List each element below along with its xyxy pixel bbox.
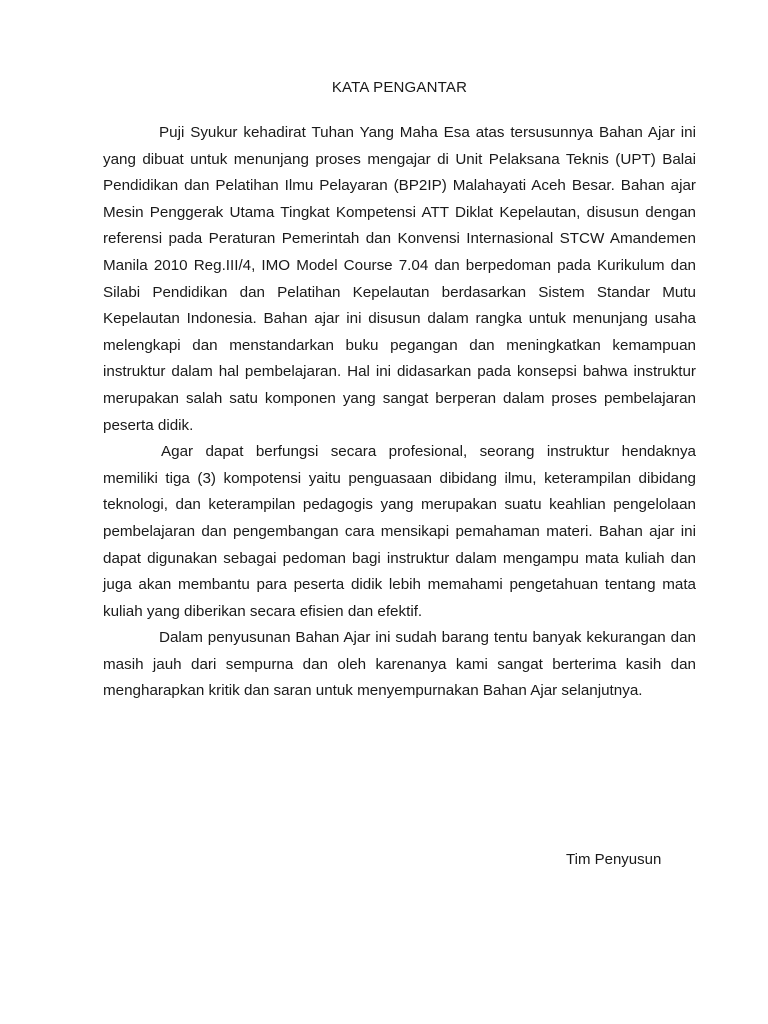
paragraph-1: Puji Syukur kehadirat Tuhan Yang Maha Esa atas tersusunnya Bahan Ajar ini yang dibuat untuk menunjang proses mengajar di Unit Pelaksana Teknis (UPT) Balai Pendidikan dan Pelatihan Ilmu Pelayaran (BP2IP) Malahayati Aceh Besar. Bahan ajar Mesin Penggerak Utama Tingkat Kompetensi ATT Diklat Kepelautan, disusun dengan referensi pada Peraturan Pemerintah dan Konvensi Internasional STCW Amandemen Manila 2010 Reg.III/4, IMO Model Course 7.04 dan berpedoman pada Kurikulum dan Silabi Pendidikan dan Pelatihan Kepelautan berdasarkan Sistem Standar Mutu Kepelautan Indonesia. Bahan ajar ini disusun dalam rangka untuk menunjang usaha melengkapi dan menstandarkan buku pegangan dan meningkatkan kemampuan instruktur dalam hal pembelajaran. Hal ini didasarkan pada konsepsi bahwa instruktur merupakan salah satu komponen yang sangat berperan dalam proses pembelajaran peserta didik. (103, 124, 696, 434)
signature: Tim Penyusun (566, 851, 662, 868)
paragraph-2: Agar dapat berfungsi secara profesional, seorang instruktur hendaknya memiliki tiga (3) kompotensi yaitu penguasaan dibidang ilmu, keterampilan dibidang teknologi, dan keterampilan pedagogis yang merupakan suatu keahlian pengelolaan pembelajaran dan pengembangan cara mensikapi pemahaman materi. Bahan ajar ini dapat digunakan sebagai pedoman bagi instruktur dalam mengampu mata kuliah dan juga akan membantu para peserta didik lebih memahami pengetahuan tentang mata kuliah yang diberikan secara efisien dan efektif. (103, 443, 696, 620)
page-title: KATA PENGANTAR (331, 79, 468, 96)
paragraph-3: Dalam penyusunan Bahan Ajar ini sudah barang tentu banyak kekurangan dan masih jauh dari sempurna dan oleh karenanya kami sangat berterima kasih dan mengharapkan kritik dan saran untuk menyempurnakan Bahan Ajar selanjutnya. (103, 629, 696, 700)
document-body (103, 78, 696, 705)
